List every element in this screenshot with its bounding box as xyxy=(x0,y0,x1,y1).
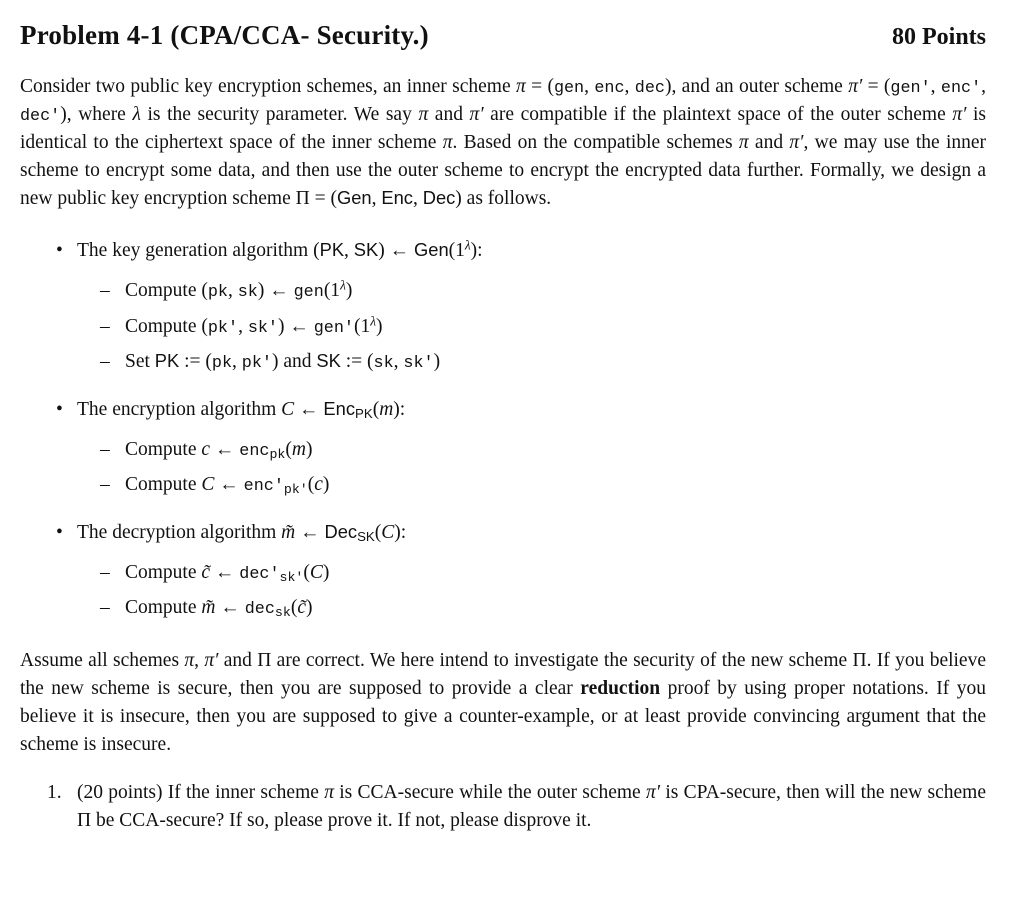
question-number: 1. xyxy=(47,781,62,803)
keygen-step-2: – Compute (pk′, sk′) ← $gen'(1^\lambda)$ xyxy=(77,313,986,341)
encryption-step-1: – Compute c ← encpk(m) xyxy=(77,436,986,464)
keygen-bullet xyxy=(20,237,986,376)
questions-list xyxy=(20,779,991,835)
encryption-bullet xyxy=(20,396,986,499)
keygen-step-3: – Set PK := (pk, pk′) and SK := (sk, sk′) xyxy=(77,348,986,376)
algorithm-list xyxy=(20,237,986,622)
keygen-lead: • The key generation algorithm (PK, SK) ← $Gen(1^\lambda)$: xyxy=(77,237,483,262)
problem-title: Problem 4-1 (CPA/CCA- Security.) xyxy=(20,20,429,50)
encryption-step-2: – Compute C ← enc′pk′(c) xyxy=(77,471,986,499)
decryption-step-2: – Compute m̃ ← decsk(c̃) xyxy=(77,594,986,622)
intro-paragraph: Consider two public key encryption schemes, an inner scheme π = (gen, enc, dec), and an outer scheme π′ = (gen′, enc′, dec′), where λ is the security parameter. We say π and π′ are compatible if the plaintext space of the outer scheme π′ is identical to the ciphertext space of the inner scheme π. Based on the compatible schemes π and π′, we may use the inner scheme to encrypt some data, and then use the outer scheme to encrypt the encrypted data further. Formally, we design a new public key encryption scheme Π = (Gen, Enc, Dec) as follows. xyxy=(20,75,991,210)
keygen-steps xyxy=(77,277,986,375)
decryption-bullet xyxy=(20,519,986,622)
encryption-lead: • The encryption algorithm C ← EncPK(m): xyxy=(77,397,406,421)
encryption-steps xyxy=(77,436,986,499)
question-1 xyxy=(20,779,991,835)
points-badge: 80 Points xyxy=(891,24,986,50)
security-discussion-paragraph: Assume all schemes π, π′ and Π are correct. We here intend to investigate the security of the new scheme Π. If you believe the new scheme is secure, then you are supposed to provide a clear reduction proof by using proper notations. If you believe it is insecure, then you are supposed to give a counter-example, or at least provide convincing argument that the scheme is insecure. xyxy=(20,649,991,755)
decryption-step-1: – Compute c̃ ← dec′sk′(C) xyxy=(77,559,986,587)
decryption-steps xyxy=(77,559,986,622)
decryption-lead: • The decryption algorithm m̃ ← DecSK(C): xyxy=(77,521,407,545)
problem-header xyxy=(20,16,986,55)
keygen-step-1: – Compute (pk, sk) ← $gen(1^\lambda)$ xyxy=(77,277,986,305)
question-text: (20 points) If the inner scheme π is CCA-secure while the outer scheme π′ is CPA-secure, then will the new scheme Π be CCA-secure? If so, please prove it. If not, please disprove it. xyxy=(77,781,991,831)
